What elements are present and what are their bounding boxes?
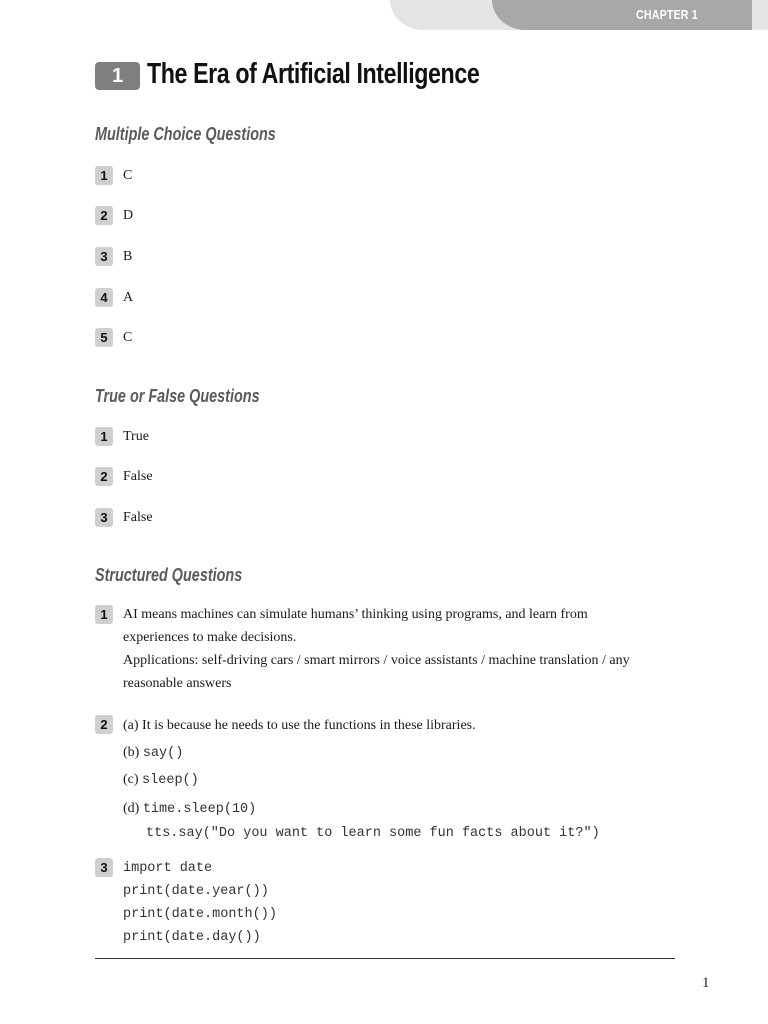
answer-text: B xyxy=(123,249,133,264)
answer-paragraph xyxy=(123,713,683,845)
part-label: (b) xyxy=(123,744,140,760)
answer-text: True xyxy=(123,429,149,444)
answer-text: A xyxy=(123,290,134,305)
answer-text: C xyxy=(123,168,133,183)
question-number: 3 xyxy=(95,858,113,877)
question-number: 3 xyxy=(95,508,113,527)
code-line: print(date.month()) xyxy=(123,907,277,922)
part-label: (a) xyxy=(123,718,139,733)
part-text: It is because he needs to use the functions in these libraries. xyxy=(142,718,476,733)
answer-line: reasonable answers xyxy=(123,676,232,691)
answer-text: False xyxy=(123,469,153,484)
code-snippet: sleep() xyxy=(142,773,199,788)
answer-text: D xyxy=(123,208,134,223)
part-b xyxy=(123,740,683,768)
answer-text: False xyxy=(123,510,153,525)
section-title-structured: Structured Questions xyxy=(95,565,243,585)
code-line: print(date.day()) xyxy=(123,930,261,945)
part-d xyxy=(123,795,683,821)
answer-line: Applications: self-driving cars / smart mirrors / voice assistants / machine translation / any xyxy=(123,653,630,668)
header-tab-dark xyxy=(492,0,752,30)
section-title-mcq: Multiple Choice Questions xyxy=(95,124,276,144)
code-snippet: time.sleep(10) xyxy=(142,801,257,817)
chapter-label: CHAPTER 1 xyxy=(636,7,698,22)
section-title-tf: True or False Questions xyxy=(95,386,260,406)
question-number: 2 xyxy=(95,715,113,734)
code-block xyxy=(123,857,683,949)
question-number: 1 xyxy=(95,166,113,185)
code-line: print(date.year()) xyxy=(123,884,269,899)
part-label: (d) xyxy=(123,800,140,816)
answer-line: experiences to make decisions. xyxy=(123,630,297,645)
page-number: 1 xyxy=(702,975,710,991)
question-number: 1 xyxy=(95,427,113,446)
question-number: 1 xyxy=(95,605,113,624)
question-number: 5 xyxy=(95,328,113,347)
chapter-number-badge: 1 xyxy=(95,62,140,90)
code-line: import date xyxy=(123,861,213,876)
chapter-title: The Era of Artificial Intelligence xyxy=(147,58,480,90)
part-a xyxy=(123,713,683,740)
code-snippet: say() xyxy=(142,745,184,761)
question-number: 2 xyxy=(95,206,113,225)
answer-text: C xyxy=(123,330,133,345)
answer-line: AI means machines can simulate humans’ thinking using programs, and learn from xyxy=(123,607,588,622)
question-number: 3 xyxy=(95,247,113,266)
part-label: (c) xyxy=(123,772,139,787)
answer-paragraph xyxy=(123,603,683,695)
code-snippet: tts.say("Do you want to learn some fun facts about it?") xyxy=(146,825,600,841)
footer-rule xyxy=(95,958,675,959)
question-number: 4 xyxy=(95,288,113,307)
question-number: 2 xyxy=(95,467,113,486)
part-c xyxy=(123,767,683,795)
